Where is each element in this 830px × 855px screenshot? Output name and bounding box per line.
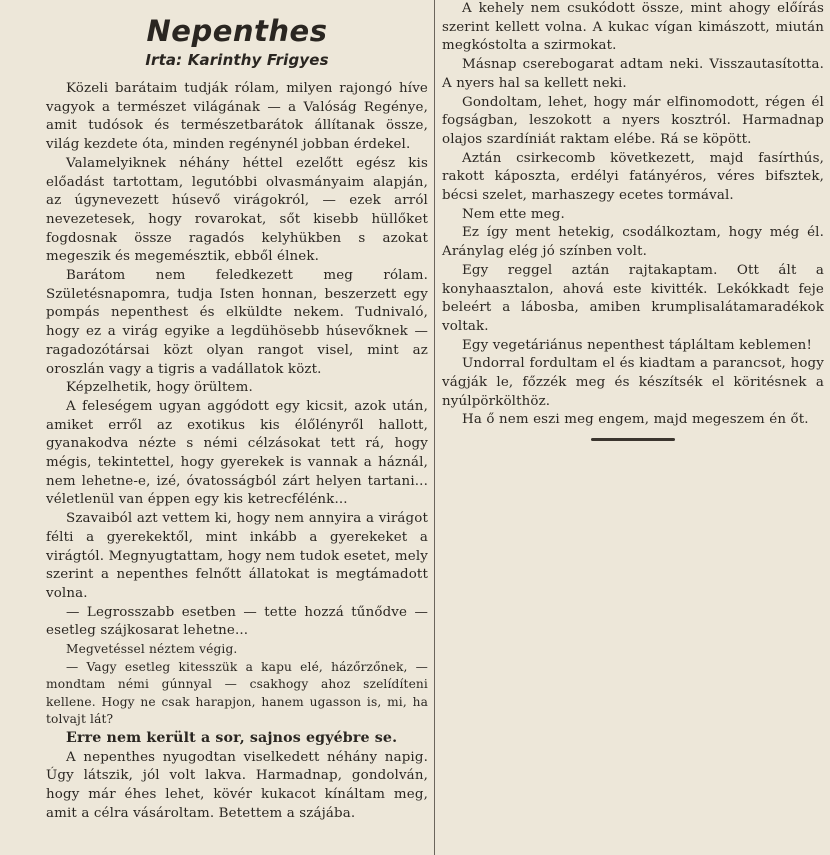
paragraph: Ha ő nem eszi meg engem, majd megeszem én őt. bbox=[462, 412, 809, 428]
paragraph: A nepenthes nyugodtan viselkedett néhány napig. Úgy látszik, jól volt lakva. Harmadnap, gondolván, hogy már éhes lehet, kövér kukacot kínáltam meg, amit a célra vásároltam. Betettem a szájába. bbox=[46, 749, 428, 821]
article-left-column bbox=[46, 0, 428, 855]
paragraph: Undorral fordultam el és kiadtam a parancsot, hogy vágják le, főzzék meg és készítsék el köritésnek a nyúlpörkölthöz. bbox=[442, 356, 824, 409]
paragraph: Aztán csirkecomb következett, majd fasírthús, rakott káposzta, erdélyi fatányéros, véres bifsztek, bécsi szelet, marhaszegy ecetes tormával. bbox=[442, 150, 824, 204]
article-byline: Irta: Karinthy Frigyes bbox=[145, 51, 329, 69]
paragraph-bold: Erre nem került a sor, sajnos egyébre se. bbox=[66, 730, 398, 747]
paragraph: Másnap cserebogarat adtam neki. Visszautasította. A nyers hal sa kellett neki. bbox=[442, 57, 824, 91]
paragraph: Gondoltam, lehet, hogy már elfinomodott, régen él fogságban, leszokott a nyers kosztról. Harmadnap olajos szardíniát raktam elébe. Rá se köpött. bbox=[442, 94, 824, 147]
paragraph: Szavaiból azt vettem ki, hogy nem annyira a virágot félti a gyerekektől, mint inkább a gyerekeket a virágtól. Megnyugtattam, hogy nem tudok esetet, mely szerint a nepenthes felnőtt állatokat is megtámadott volna. bbox=[46, 511, 428, 601]
paragraph: — Legrosszabb esetben — tette hozzá tűnődve — esetleg szájkosarat lehetne... bbox=[46, 604, 428, 639]
paragraph: A kehely nem csukódott össze, mint ahogy előírás szerint kellett volna. A kukac vígan kimászott, miután megkóstolta a szirmokat. bbox=[442, 1, 824, 54]
column-divider bbox=[434, 0, 435, 855]
end-of-article-rule bbox=[591, 438, 675, 441]
paragraph: A feleségem ugyan aggódott egy kicsit, azok után, amiket erről az exotikus kis élőlényről hallott, gyanakodva nézte s némi célzásokat tett rá, hogy mégis, tekintettel, hogy gyerekek is vannak a háznál, nem lehetne-e, izé, óvatosságból zárt helyen tartani... véletlenül van éppen egy kis ketrecfélénk... bbox=[46, 398, 428, 508]
paragraph: Ez így ment hetekig, csodálkoztam, hogy még él. Aránylag elég jó színben volt. bbox=[442, 225, 824, 260]
paragraph: Barátom nem feledkezett meg rólam. Születésnapomra, tudja Isten honnan, beszerzett egy pompás nepenthest és elküldte nekem. Tudnivaló, hogy ez a virág egyike a legdühösebb húsevőknek — ragadozótársai közt olyan rangot visel, mint az oroszlán vagy a tigris a vadállatok közt. bbox=[46, 268, 428, 377]
paragraph: Valamelyiknek néhány héttel ezelőtt egész kis előadást tartottam, legutóbbi olvasmányaim alapján, az úgynevezett húsevő virágokról, — ezek arról nevezetesek, hogy rovarokat, sőt kisebb hüllőket fogdosnak össze ragadós kelyhükben s azokat megeszik és megemésztik, ebből élnek. bbox=[46, 155, 428, 265]
article-right-column bbox=[442, 0, 824, 855]
article-title: Nepenthes bbox=[146, 14, 328, 48]
paragraph: Egy reggel aztán rajtakaptam. Ott ált a konyhaasztalon, ahová este kivitték. Lekókkadt feje beleért a lábosba, amiben krumplisalátamaradékok voltak. bbox=[442, 262, 824, 334]
paragraph: Közeli barátaim tudják rólam, milyen rajongó híve vagyok a természet világának — a Valóság Regénye, amit tudósok és természetbarátok állítanak össze, világ kezdete óta, minden regénynél jobban érdekel. bbox=[46, 81, 428, 153]
paragraph: Nem ette meg. bbox=[462, 206, 565, 222]
paragraph-small: Megvetéssel néztem végig. bbox=[66, 642, 238, 657]
paragraph: Képzelhetik, hogy örültem. bbox=[66, 380, 253, 396]
paragraph-small: — Vagy esetleg kitesszük a kapu elé, házőrzőnek, — mondtam némi gúnnyal — csakhogy ahoz szelídíteni kellene. Hogy ne csak harapjon, hanem ugasson is, mi, ha tolvajt lát? bbox=[46, 659, 428, 727]
paragraph: Egy vegetáriánus nepenthest tápláltam keblemen! bbox=[462, 337, 812, 353]
